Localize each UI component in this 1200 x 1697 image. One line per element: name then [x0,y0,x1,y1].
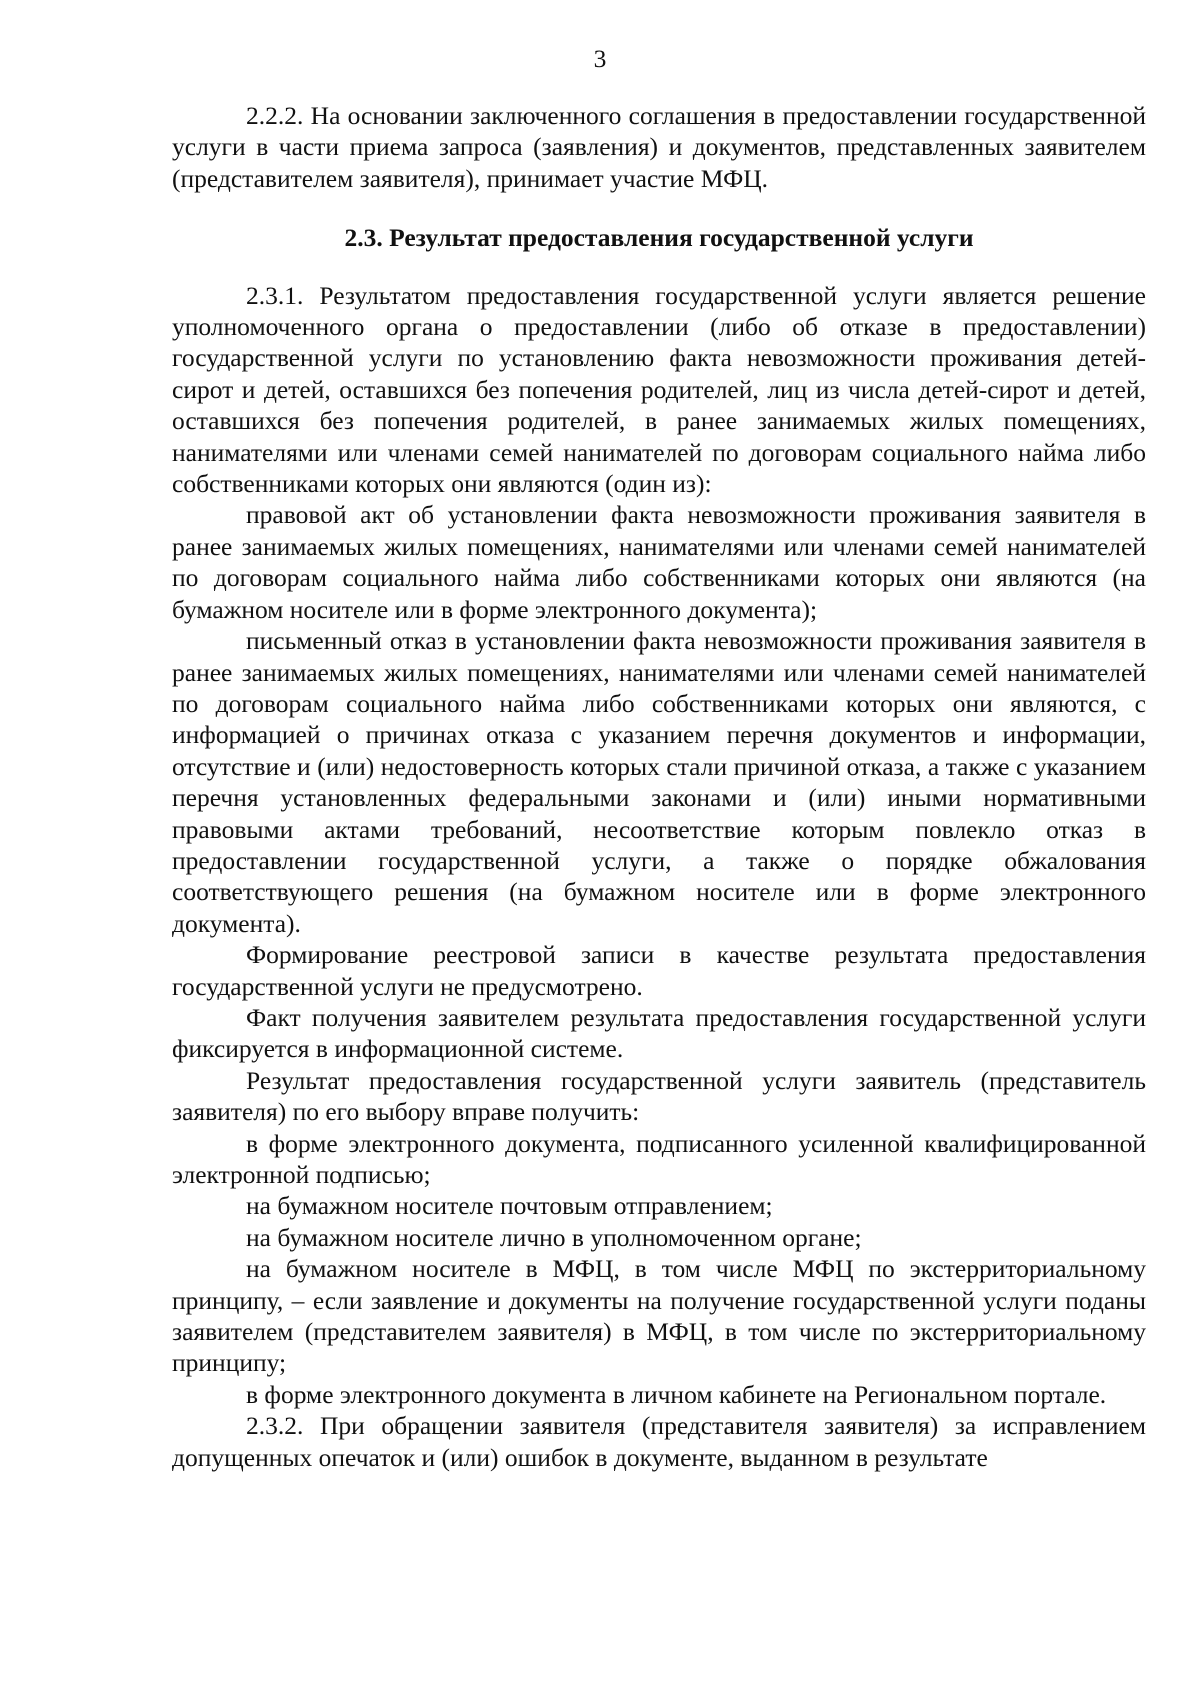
paragraph-2-3-1: 2.3.1. Результатом предоставления государственной услуги является решение уполномоченного органа о предоставлении (либо об отказе в предоставлении) государственной услуги по установлению факта невозможности проживания детей-сирот и детей, оставшихся без попечения родителей, лиц из числа детей-сирот и детей, оставшихся без попечения родителей, в ранее занимаемых жилых помещениях, нанимателями или членами семей нанимателей по договорам социального найма либо собственниками которых они являются (один из): [172,280,1146,499]
fixation-note: Факт получения заявителем результата предоставления государственной услуги фиксируется в информационной системе. [172,1002,1146,1064]
receipt-option-mail: на бумажном носителе почтовым отправлением; [246,1191,773,1221]
result-option-refusal: письменный отказ в установлении факта невозможности проживания заявителя в ранее занимаемых жилых помещениях, нанимателями или членами семей нанимателей по договорам социального найма либо собственниками которых они являются, с информацией о причинах отказа с указанием перечня документов и информации, отсутствие и (или) недостоверность которых стали причиной отказа, а также с указанием перечня установленных федеральными законами и (или) иными нормативными правовыми актами требований, несоответствие которым повлекло отказ в предоставлении государственной услуги, а также о порядке обжалования соответствующего решения (на бумажном носителе или в форме электронного документа). [172,626,1146,938]
receipt-option-electronic: в форме электронного документа, подписанного усиленной квалифицированной электронной подписью; [172,1128,1146,1189]
receipt-option-in-person: на бумажном носителе лично в уполномоченном органе; [246,1222,862,1252]
registry-note: Формирование реестровой записи в качестве результата предоставления государственной услуги не предусмотрено. [172,940,1146,1001]
result-option-legal-act: правовой акт об установлении факта невозможности проживания заявителя в ранее занимаемых жилых помещениях, нанимателями или членами семей нанимателей по договорам социального найма либо собственниками которых они являются (на бумажном носителе или в форме электронного документа); [172,500,1146,624]
receipt-intro: Результат предоставления государственной услуги заявитель (представитель заявителя) по его выбору вправе получить: [172,1065,1146,1127]
receipt-option-mfc: на бумажном носителе в МФЦ, в том числе МФЦ по экстерриториальному принципу, – если заявление и документы на получение государственной услуги поданы заявителем (представителем заявителя) в МФЦ, в том числе по экстерриториальному принципу; [172,1254,1146,1378]
document-body [172,100,1146,1473]
section-heading: 2.3. Результат предоставления государственной услуги [344,223,974,253]
receipt-option-portal: в форме электронного документа в личном кабинете на Региональном портале. [246,1379,1107,1409]
paragraph-2-3-2: 2.3.2. При обращении заявителя (представителя заявителя) за исправлением допущенных опечаток и (или) ошибок в документе, выданном в результате [172,1411,1146,1472]
page-number: 3 [593,44,607,73]
paragraph-2-2-2: 2.2.2. На основании заключенного соглашения в предоставлении государственной услуги в части приема запроса (заявления) и документов, представленных заявителем (представителем заявителя), принимает участие МФЦ. [172,101,1146,193]
